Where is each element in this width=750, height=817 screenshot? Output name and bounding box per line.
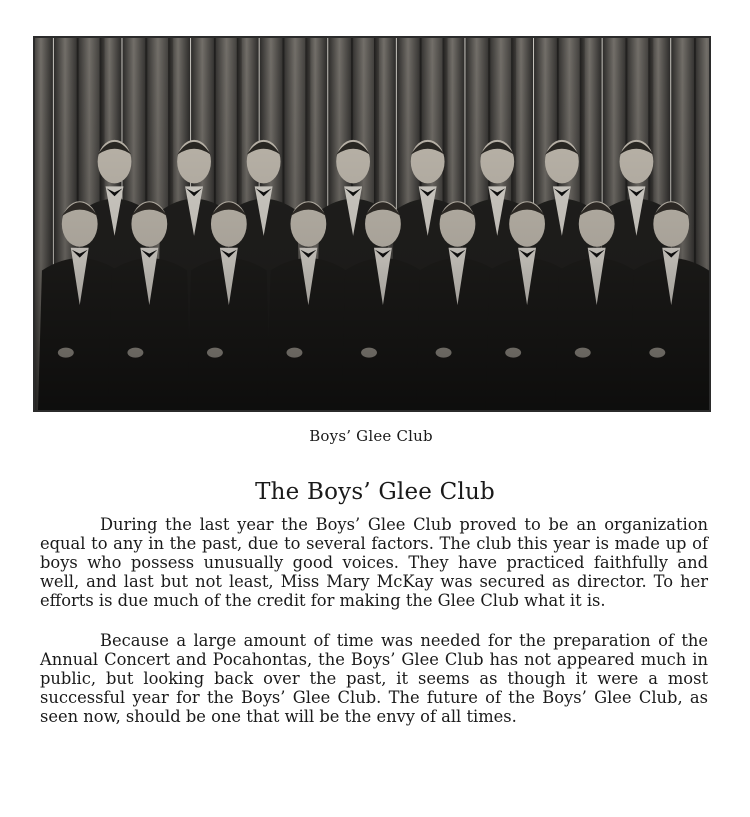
group-photo: [35, 38, 709, 410]
paragraph-2: Because a large amount of time was needed for the preparation of the Annual Concert and Pocahontas, the Boys’ Glee Club has not appeared much in public, but looking back over the past, it seems as though it were a most successful year for the Boys’ Glee Club. The future of the Boys’ Glee Club, as seen now, should be one that will be the envy of all times.: [40, 631, 708, 726]
photo-caption: Boys’ Glee Club: [309, 427, 433, 445]
article-title: The Boys’ Glee Club: [255, 479, 495, 505]
group-photo-frame: [33, 36, 711, 412]
article-body: [40, 515, 708, 747]
paragraph-1: During the last year the Boys’ Glee Club proved to be an organization equal to any in the past, due to several factors. The club this year is made up of boys who possess unusually good voices. They have practiced faithfully and well, and last but not least, Miss Mary McKay was secured as director. To her efforts is due much of the credit for making the Glee Club what it is.: [40, 515, 708, 610]
